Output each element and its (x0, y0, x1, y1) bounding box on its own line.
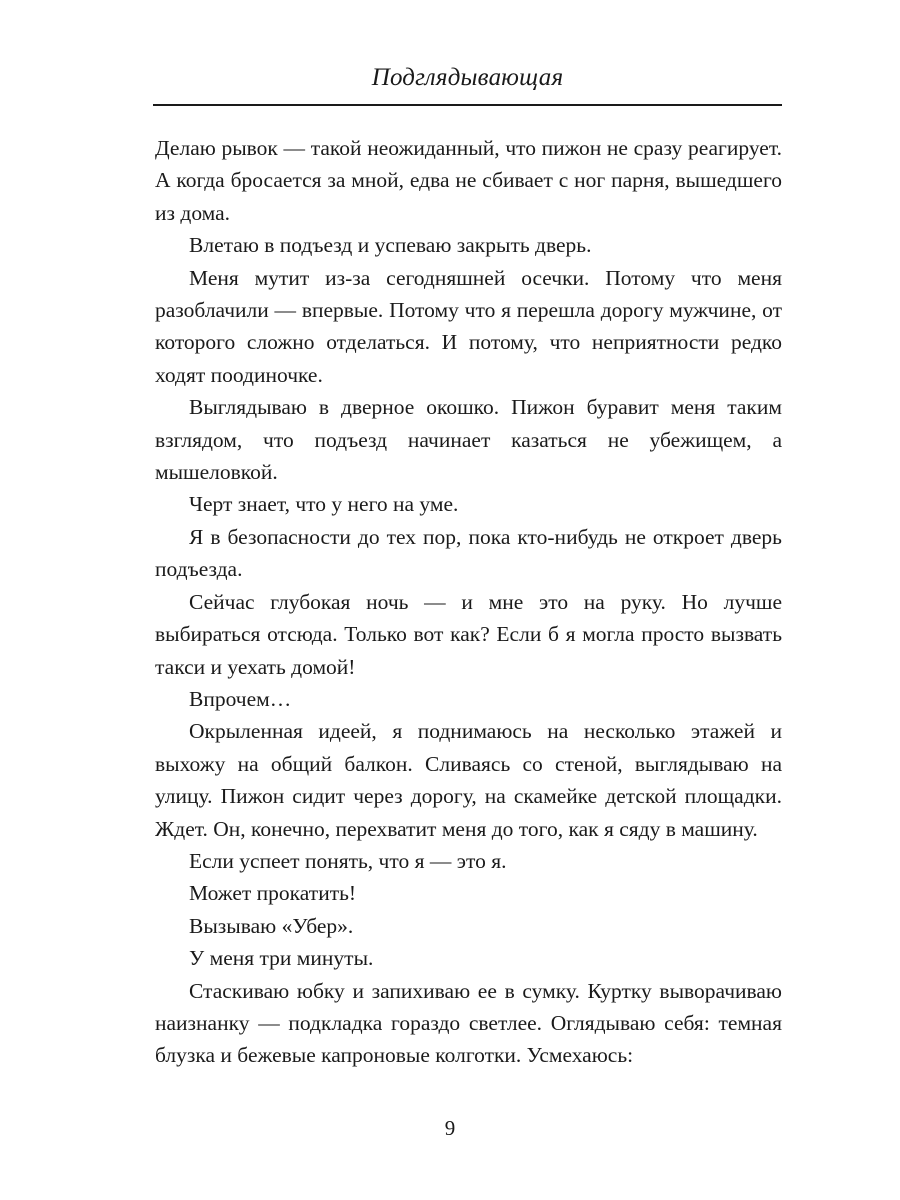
paragraph: Может прокатить! (189, 881, 357, 906)
page-number: 9 (444, 1116, 456, 1140)
paragraph: Впрочем… (189, 686, 292, 711)
paragraph: Меня мутит из-за сегодняшней осечки. Потому что меня разоблачили — впервые. Потому что я перешла дорогу мужчине, от которого сложно отделаться. И потому, что неприятности редко ходят поодиночке. (155, 265, 782, 387)
paragraph: Черт знает, что у него на уме. (189, 492, 459, 517)
paragraph: Если успеет понять, что я — это я. (189, 848, 507, 873)
paragraph: Влетаю в подъезд и успеваю закрыть дверь. (189, 233, 592, 258)
paragraph: Я в безопасности до тех пор, пока кто-нибудь не откроет дверь подъезда. (155, 524, 782, 582)
paragraph: Вызываю «Убер». (189, 913, 354, 938)
paragraph: Стаскиваю юбку и запихиваю ее в сумку. Куртку выворачиваю наизнанку — подкладка гораздо светлее. Оглядываю себя: темная блузка и бежевые капроновые колготки. Усмехаюсь: (155, 978, 782, 1068)
paragraph: Выглядываю в дверное окошко. Пижон буравит меня таким взглядом, что подъезд начинает казаться не убежищем, а мышеловкой. (155, 395, 782, 485)
paragraph: Делаю рывок — такой неожиданный, что пижон не сразу реагирует. А когда бросается за мной, едва не сбивает с ног парня, вышедшего из дома. (155, 136, 782, 225)
running-head: Подглядывающая (371, 64, 564, 91)
paragraph: Сейчас глубокая ночь — и мне это на руку. Но лучше выбираться отсюда. Только вот как? Если б я могла просто вызвать такси и уехать домой! (155, 589, 782, 679)
paragraph: Окрыленная идеей, я поднимаюсь на несколько этажей и выхожу на общий балкон. Сливаясь со стеной, выглядываю на улицу. Пижон сидит через дорогу, на скамейке детской площадки. Ждет. Он, конечно, перехватит меня до того, как я сяду в машину. (155, 719, 782, 841)
paragraph: У меня три минуты. (189, 946, 374, 971)
header-rule (153, 104, 782, 106)
body-text (155, 132, 782, 1072)
